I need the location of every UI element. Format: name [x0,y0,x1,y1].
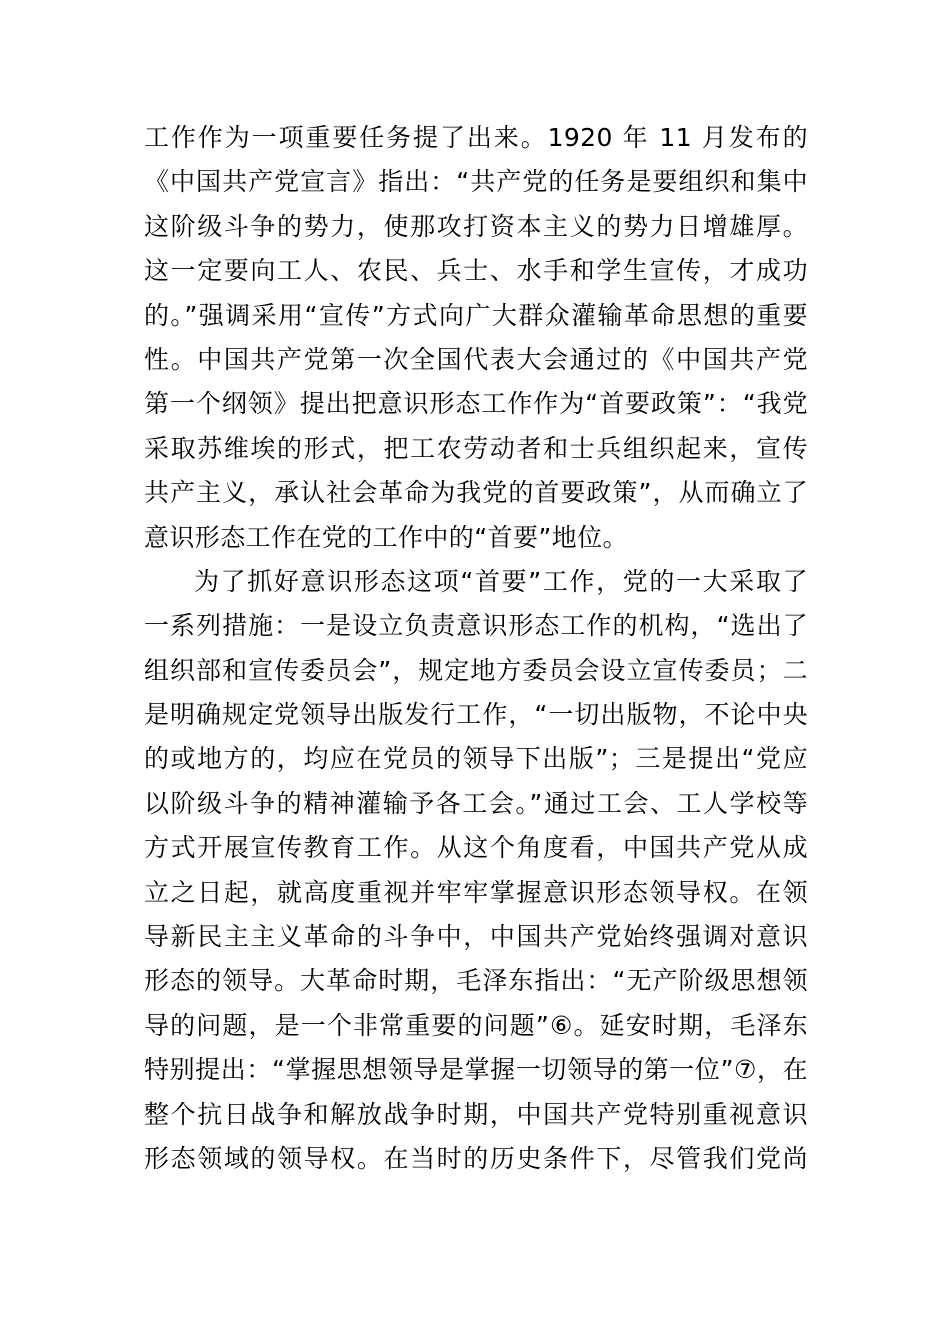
text-line: 这一定要向工人、农民、兵士、水手和学生宣传，才成功 [144,256,808,286]
text-line: 特别提出：“掌握思想领导是掌握一切领导的第一位”⑦，在 [144,1055,808,1085]
text-line: 是明确规定党领导出版发行工作，“一切出版物，不论中央 [144,700,808,730]
text-line: 组织部和宣传委员会”，规定地方委员会设立宣传委员；二 [144,655,808,685]
text-line: 导的问题，是一个非常重要的问题”⑥。延安时期，毛泽东 [144,1010,808,1040]
text-line: 性。中国共产党第一次全国代表大会通过的《中国共产党 [144,344,808,374]
text-line: 的。”强调采用“宣传”方式向广大群众灌输革命思想的重要 [144,300,808,330]
text-line: 的或地方的，均应在党员的领导下出版”；三是提出“党应 [144,744,808,774]
text-line: 整个抗日战争和解放战争时期，中国共产党特别重视意识 [144,1099,808,1129]
body-text [144,116,808,1181]
text-line: 工作作为一项重要任务提了出来。1920 年 11 月发布的 [144,123,808,152]
text-line: 一系列措施：一是设立负责意识形态工作的机构，“选出了 [144,611,808,641]
text-line: 方式开展宣传教育工作。从这个角度看，中国共产党从成 [144,833,808,863]
text-line: 第一个纲领》提出把意识形态工作作为“首要政策”：“我党 [144,389,808,419]
text-line: 形态领域的领导权。在当时的历史条件下，尽管我们党尚 [144,1143,808,1173]
text-line: 采取苏维埃的形式，把工农劳动者和士兵组织起来，宣传 [144,433,808,463]
text-line: 形态的领导。大革命时期，毛泽东指出：“无产阶级思想领 [144,966,808,996]
text-line: 共产主义，承认社会革命为我党的首要政策”，从而确立了 [144,478,808,508]
paragraph [144,560,808,1181]
text-line: 这阶级斗争的势力，使那攻打资本主义的势力日增雄厚。 [144,211,808,241]
text-line: 导新民主主义革命的斗争中，中国共产党始终强调对意识 [144,922,808,952]
paragraph [144,116,808,560]
text-line: 以阶级斗争的精神灌输予各工会。”通过工会、工人学校等 [144,788,808,818]
text-line: 为了抓好意识形态这项“首要”工作，党的一大采取了 [194,566,808,596]
text-line: 意识形态工作在党的工作中的“首要”地位。 [144,522,628,552]
text-line: 立之日起，就高度重视并牢牢掌握意识形态领导权。在领 [144,877,808,907]
text-line: 《中国共产党宣言》指出：“共产党的任务是要组织和集中 [144,167,808,197]
